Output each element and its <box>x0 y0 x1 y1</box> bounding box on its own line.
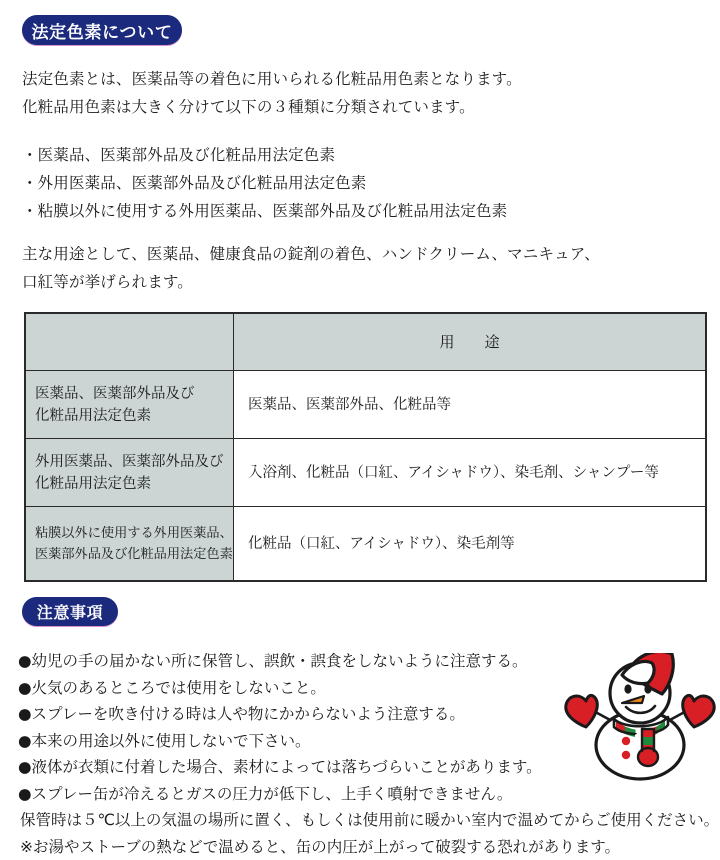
snowman-illustration <box>556 653 720 785</box>
cell-use: 入浴剤、化粧品（口紅、アイシャドウ）、染毛剤、シャンプー等 <box>234 439 706 507</box>
intro-line: 化粧品用色素は大きく分けて以下の３種類に分類されています。 <box>22 98 475 116</box>
table-row <box>26 439 706 507</box>
notice-note: 保管時は５℃以上の気温の場所に置く、もしくは使用前に暖かい室内で温めてからご使用ください。 <box>20 811 720 829</box>
cell-category-line2: 医薬部外品及び化粧品用法定色素 <box>35 546 233 562</box>
right-mitten <box>683 695 714 727</box>
left-eye <box>624 684 631 693</box>
notice-bullet: ●スプレー缶が冷えるとガスの圧力が低下し、上手く噴射できません。 <box>18 784 513 803</box>
right-eye <box>644 684 651 693</box>
cell-category <box>26 439 234 507</box>
button-lower <box>622 751 630 759</box>
notice-bullet: ●スプレーを吹き付ける時は人や物にかからないよう注意する。 <box>18 705 465 723</box>
cell-use: 化粧品（口紅、アイシャドウ）、染毛剤等 <box>234 507 706 581</box>
section-badge-legal-colors: 法定色素について <box>22 15 182 45</box>
legal-colors-table <box>25 313 706 581</box>
color-types-list <box>22 141 507 225</box>
cell-category-line2: 化粧品用法定色素 <box>35 475 151 492</box>
usage-line: 主な用途として、医薬品、健康食品の錠剤の着色、ハンドクリーム、マニキュア、 <box>22 245 600 263</box>
cell-category-line2: 化粧品用法定色素 <box>35 407 151 424</box>
notice-bullet: ●火気のあるところでは使用をしないこと。 <box>18 678 326 697</box>
cell-category-line1: 外用医薬品、医薬部外品及び <box>35 453 224 470</box>
column-header-category <box>26 314 234 371</box>
list-item: ・医薬品、医薬部外品及び化粧品用法定色素 <box>22 146 336 164</box>
notice-bullet: ●液体が衣類に付着した場合、素材によっては落ちづらいことがあります。 <box>18 758 542 776</box>
notice-note: ※お湯やストーブの熱などで温めると、缶の内圧が上がって破裂する恐れがあります。 <box>20 837 620 856</box>
table-header-row <box>26 314 706 371</box>
table-row <box>26 507 706 581</box>
column-header-use: 用 途 <box>234 314 706 371</box>
cell-category <box>26 507 234 581</box>
list-item: ・外用医薬品、医薬部外品及び化粧品用法定色素 <box>22 174 367 192</box>
notice-bullet: ●本来の用途以外に使用しないで下さい。 <box>18 731 311 750</box>
section-badge-notice: 注意事項 <box>22 597 118 626</box>
notice-bullet: ●幼児の手の届かない所に保管し、誤飲・誤食をしないように注意する。 <box>18 652 528 670</box>
table-row <box>26 371 706 439</box>
list-item: ・粘膜以外に使用する外用医薬品、医薬部外品及び化粧品用法定色素 <box>22 202 508 220</box>
usage-paragraph <box>22 240 600 296</box>
intro-line: 法定色素とは、医薬品等の着色に用いられる化粧品用色素となります。 <box>22 70 522 88</box>
intro-paragraph <box>22 65 522 121</box>
cell-category-line1: 粘膜以外に使用する外用医薬品、 <box>35 525 233 541</box>
button-upper <box>622 737 630 745</box>
cell-category-line1: 医薬品、医薬部外品及び <box>35 385 195 402</box>
legal-colors-table-wrapper <box>24 312 707 582</box>
usage-line: 口紅等が挙げられます。 <box>22 273 193 291</box>
left-mitten <box>566 695 597 727</box>
cell-use: 医薬品、医薬部外品、化粧品等 <box>234 371 706 439</box>
cell-category <box>26 371 234 439</box>
